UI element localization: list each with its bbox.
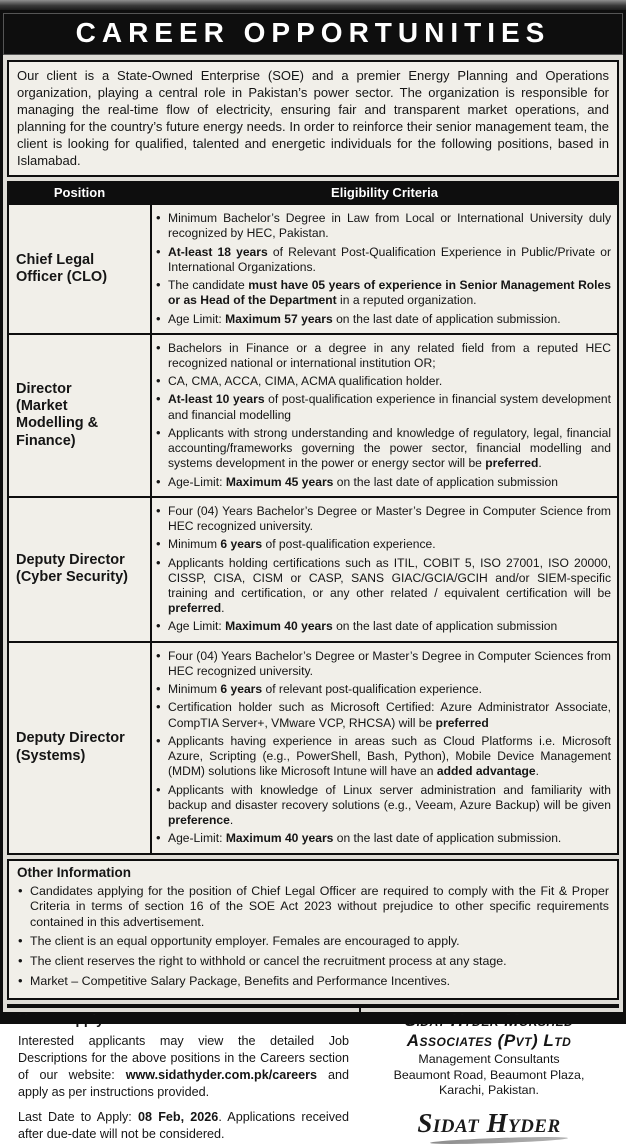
eligibility-criteria-cell	[151, 642, 618, 854]
ad-title: CAREER OPPORTUNITIES	[75, 17, 551, 48]
text-run: Applicants with strong understanding and knowledge of regulatory, legal, financial accounting/frameworks governing the power sector, financial modelling and systems development in the power or energy sector will be	[168, 425, 611, 471]
position-row	[8, 642, 618, 854]
criteria-bullet	[155, 211, 611, 241]
bold-text: 6 years	[220, 682, 263, 697]
text-run: on the last date of application submission	[333, 474, 558, 489]
text-run: Age Limit:	[168, 311, 226, 326]
criteria-bullet	[155, 392, 611, 422]
text-run: The client reserves the right to withhold or cancel the recruitment process at any stage.	[30, 954, 507, 969]
criteria-list	[155, 211, 611, 327]
bold-text: 08 Feb, 2026	[138, 1109, 219, 1124]
text-run: .	[538, 456, 542, 471]
bold-text: Maximum 57 years	[225, 311, 333, 326]
sidat-hyder-logo	[417, 1107, 561, 1143]
bold-text: www.sidathyder.com.pk/careers	[125, 1068, 318, 1083]
other-info-bullet	[17, 934, 609, 950]
position-label-line: Modelling &	[16, 415, 99, 432]
text-run: Last Date to Apply:	[18, 1109, 138, 1124]
position-label-line: Deputy Director	[16, 551, 125, 568]
position-cell	[8, 642, 151, 854]
company-address	[394, 1068, 585, 1099]
text-run: on the last date of application submission.	[333, 831, 562, 846]
text-run: Minimum Bachelor’s Degree in Law from Local or International University duly recognized by HEC, Pakistan.	[168, 211, 611, 241]
eligibility-criteria-cell	[151, 204, 618, 334]
criteria-bullet	[155, 341, 611, 371]
criteria-bullet	[155, 278, 611, 308]
bold-text: must have 05 years of experience in Senior Management Roles or as Head of the Department	[168, 278, 611, 308]
other-information-box	[7, 859, 619, 1001]
position-label-line: (Cyber Security)	[16, 569, 129, 586]
text-run: CA, CMA, ACCA, CIMA, ACMA qualification holder.	[168, 374, 443, 389]
how-to-apply-box	[9, 1006, 361, 1141]
text-run: Age Limit:	[168, 619, 226, 634]
text-run: Four (04) Years Bachelor’s Degree or Master’s Degree in Computer Sciences from HEC recognized university.	[168, 648, 611, 678]
text-run: .	[535, 764, 540, 779]
text-run: Interested applicants may view the detailed Job Descriptions for the above positions in the Careers section of our website:	[18, 1034, 349, 1083]
text-run: Minimum	[168, 537, 221, 552]
bold-text: At-least 18 years	[168, 244, 268, 259]
text-run: . Applications received after due-date will not be considered.	[18, 1109, 350, 1141]
criteria-bullet	[155, 374, 611, 389]
text-run: .	[221, 601, 225, 616]
sidat-hyder-logo-text: Sidat Hyder	[417, 1107, 561, 1138]
other-info-bullet	[17, 974, 609, 990]
company-tagline: Management Consultants	[418, 1052, 560, 1067]
bold-text: preferred	[435, 715, 489, 730]
criteria-bullet	[155, 475, 611, 490]
position-label-line: Chief Legal	[16, 251, 95, 268]
criteria-bullet	[155, 245, 611, 275]
text-run: of post-qualification experience in financial system development and financial modelling	[168, 392, 611, 422]
text-run: Minimum	[168, 682, 221, 697]
col-header-eligibility-criteria: Eligibility Criteria	[151, 182, 618, 204]
other-info-bullet	[17, 884, 609, 931]
position-row	[8, 204, 618, 334]
bold-text: Maximum 40 years	[225, 619, 333, 634]
criteria-bullet	[155, 312, 611, 327]
criteria-bullet	[155, 426, 611, 472]
text-run: of post-qualification experience.	[262, 537, 436, 552]
criteria-bullet	[155, 783, 611, 829]
bold-text: At-least 10 years	[168, 392, 265, 407]
bold-text: 6 years	[220, 537, 263, 552]
bold-text: added advantage	[436, 764, 536, 779]
company-name-line-2: Associates (Pvt) Ltd	[406, 1030, 572, 1050]
intro-text: Our client is a State-Owned Enterprise (SOE) and a premier Energy Planning and Operations organization, playing a central role in Pakistan’s power sector. The organization is responsible for managing the real-time flow of electricity, ensuring fair and transparent market operations, and planning for the country’s future energy needs. In order to reinforce their senior management team, the client is looking for qualified, talented and energetic individuals for the following positions, based in Islamabad.	[17, 68, 609, 169]
text-run: on the last date of application submission	[332, 619, 558, 634]
criteria-bullet	[155, 504, 611, 534]
bold-text: preferred	[485, 456, 539, 471]
position-label-line: Officer (CLO)	[16, 268, 108, 285]
text-run: Age-Limit:	[168, 474, 226, 489]
text-run: Candidates applying for the position of Chief Legal Officer are required to comply with the Fit & Proper Criteria in terms of section 16 of the SOE Act 2023 without prejudice to other specific requirements contained in this advertisement.	[30, 883, 609, 929]
criteria-bullet	[155, 556, 611, 617]
criteria-list	[155, 504, 611, 635]
eligibility-criteria-cell	[151, 497, 618, 642]
criteria-bullet	[155, 700, 611, 730]
text-run: of relevant post-qualification experience.	[262, 682, 482, 697]
bold-text: Maximum 40 years	[225, 831, 334, 846]
position-cell	[8, 204, 151, 334]
position-label-line: Finance)	[16, 432, 76, 449]
other-information-heading: Other Information	[17, 864, 131, 880]
position-row	[8, 497, 618, 642]
eligibility-criteria-cell	[151, 334, 618, 497]
criteria-bullet	[155, 734, 611, 780]
text-run: Applicants with knowledge of Linux server administration and familiarity with backup and disaster recovery solutions (e.g., Veeam, Azure Backup) will be given	[168, 782, 611, 812]
other-info-bullet	[17, 954, 609, 970]
bottom-border-bar	[0, 1015, 626, 1024]
text-run: .	[229, 813, 234, 828]
position-label-line: (Systems)	[16, 747, 86, 764]
how-to-apply-body	[18, 1033, 349, 1101]
text-run: Applicants having experience in areas such as Cloud Platforms i.e. Microsoft Azure, Scripting (e.g., PowerShell, Bash, Python), Mobile Device Management (MDM) solutions like Microsoft Intune will have an	[168, 733, 611, 779]
position-label-line: (Market	[16, 397, 68, 414]
intro-box	[7, 60, 619, 177]
position-cell	[8, 497, 151, 642]
text-run: and apply as per instructions provided.	[18, 1068, 349, 1099]
text-run: Applicants holding certifications such as ITIL, COBIT 5, ISO 27001, ISO 20000, CISSP, CISA, CISM or CASP, SANS GIAC/GCIA/GCIH and/or SIEM-specific training and certification, or any other related / equivalent certification will be	[168, 555, 611, 601]
criteria-bullet	[155, 831, 611, 846]
position-cell	[8, 334, 151, 497]
other-information-list	[17, 884, 609, 990]
footer-section	[7, 1004, 619, 1141]
criteria-list	[155, 649, 611, 847]
ad-title-banner	[3, 13, 623, 55]
criteria-bullet	[155, 682, 611, 697]
text-run: The candidate	[168, 278, 249, 293]
company-address-line-2: Karachi, Pakistan.	[439, 1083, 539, 1098]
position-label-line: Deputy Director	[16, 730, 125, 747]
criteria-bullet	[155, 537, 611, 552]
text-run: Market – Competitive Salary Package, Benefits and Performance Incentives.	[30, 973, 451, 988]
position-row	[8, 334, 618, 497]
criteria-bullet	[155, 649, 611, 679]
text-run: Certification holder such as Microsoft Certified: Azure Administrator Associate, CompTIA Server+, VMware VCP, RHCSA) will be	[168, 700, 611, 730]
company-info-box	[361, 1006, 617, 1138]
text-run: Four (04) Years Bachelor’s Degree or Master’s Degree in Computer Science from HEC recognized university.	[168, 503, 611, 534]
criteria-list	[155, 341, 611, 490]
text-run: Bachelors in Finance or a degree in any related field from a reputed HEC recognized national or international institution OR;	[168, 340, 611, 370]
newspaper-edge-strip	[0, 0, 626, 10]
text-run: of Relevant Post-Qualification Experience in Public/Private or International Organizations.	[168, 244, 611, 274]
bold-text: preference	[168, 813, 230, 828]
apply-deadline-text	[18, 1109, 349, 1143]
position-label-line: Director	[16, 380, 72, 397]
positions-table	[7, 181, 619, 854]
text-run: in a reputed organization.	[336, 293, 477, 308]
company-address-line-1: Beaumont Road, Beaumont Plaza,	[393, 1067, 585, 1082]
advertisement-frame	[0, 10, 626, 1141]
col-header-position: Position	[8, 182, 151, 204]
bold-text: preferred	[168, 601, 222, 616]
text-run: on the last date of application submission.	[332, 311, 561, 326]
bold-text: Maximum 45 years	[225, 474, 334, 489]
table-header-row	[8, 182, 618, 204]
text-run: The client is an equal opportunity employer. Females are encouraged to apply.	[30, 934, 460, 949]
text-run: Age-Limit:	[168, 831, 226, 846]
criteria-bullet	[155, 619, 611, 634]
